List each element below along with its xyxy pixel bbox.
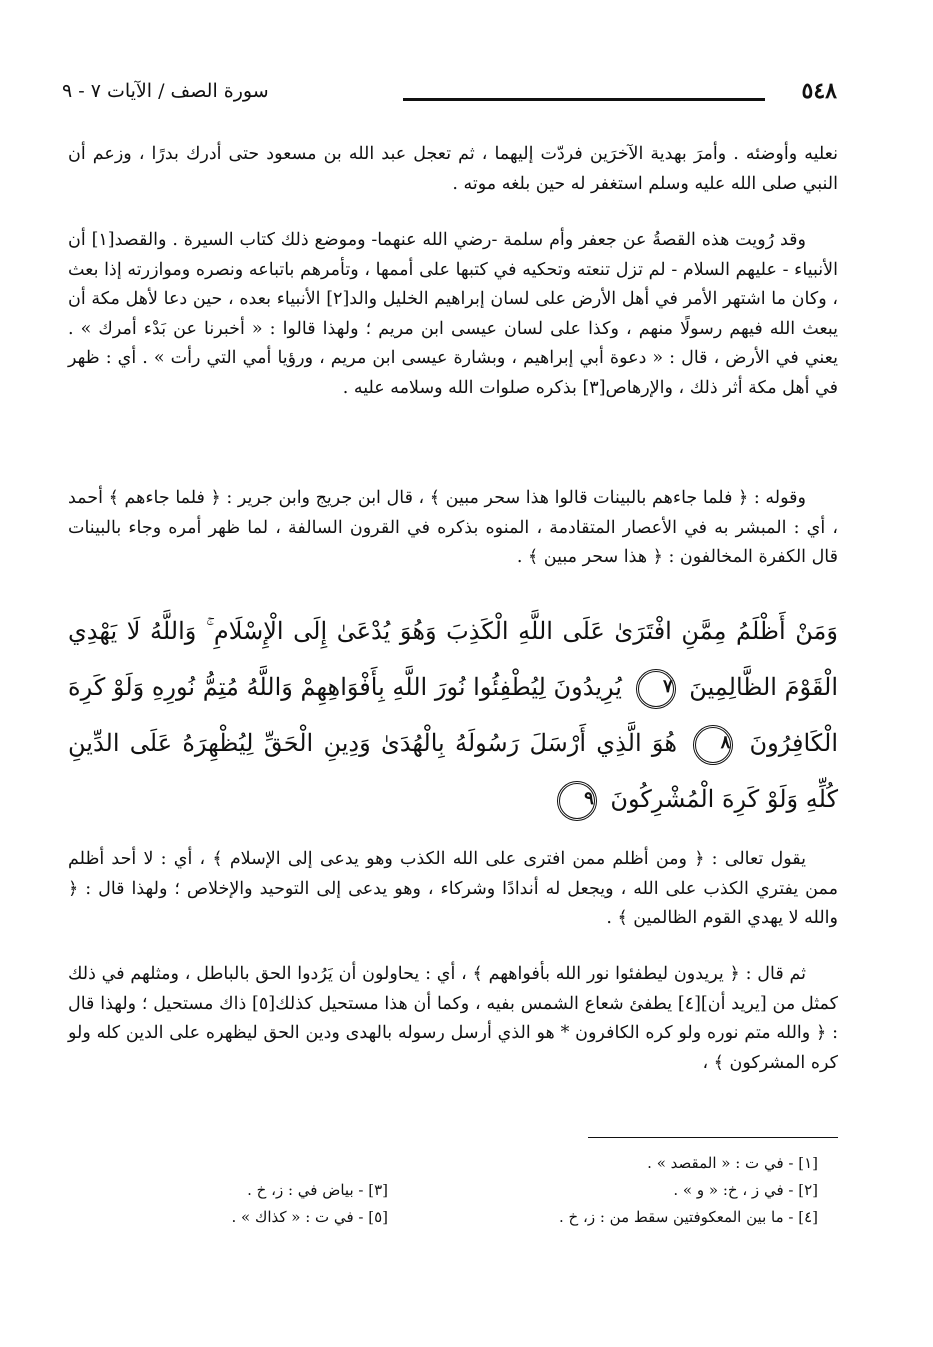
header-rule xyxy=(403,98,765,101)
verse-9-text: هُوَ الَّذِي أَرْسَلَ رَسُولَهُ بِالْهُدَىٰ وَدِينِ الْحَقِّ لِيُظْهِرَهُ عَلَى الدِّينِ كُلِّهِ وَلَوْ كَرِهَ الْمُشْرِكُونَ xyxy=(68,729,838,813)
ayah-marker-7: ٧ xyxy=(636,669,676,709)
page-header xyxy=(62,74,837,114)
footnote-row xyxy=(68,1204,818,1231)
footnote-row xyxy=(68,1150,818,1177)
page-number: ٥٤٨ xyxy=(801,78,837,104)
paragraph-4: يقول تعالى : ﴿ ومن أظلم ممن افترى على الله الكذب وهو يدعى إلى الإسلام ﴾ ، أي : لا أحد أظلم ممن يفتري الكذب على الله ، ويجعل له أندادًا وشركاء ، وهو يدعى إلى التوحيد والإخلاص ؛ ولهذا قال : ﴿ والله لا يهدي القوم الظالمين ﴾ . xyxy=(68,849,838,928)
verse-8-text: يُرِيدُونَ لِيُطْفِئُوا نُورَ اللَّهِ بِأَفْوَاهِهِمْ وَاللَّهُ مُتِمُّ نُورِهِ وَلَوْ كَرِهَ الْكَافِرُونَ xyxy=(68,673,838,757)
verse-7-text: وَمَنْ أَظْلَمُ مِمَّنِ افْتَرَىٰ عَلَى اللَّهِ الْكَذِبَ وَهُوَ يُدْعَىٰ إِلَى الْإِسْلَامِ ۚ وَاللَّهُ لَا يَهْدِي الْقَوْمَ الظَّالِمِينَ xyxy=(68,617,839,701)
footnote-3: [٣] - بياض في : ز، خ . xyxy=(247,1181,388,1199)
footnote-1: [١] - في ت : « المقصد » . xyxy=(647,1154,818,1172)
ayah-marker-8: ٨ xyxy=(693,725,733,765)
footnote-5: [٥] - في ت : « كذاك » . xyxy=(231,1208,388,1226)
footnote-row xyxy=(68,1177,818,1204)
footnote-rule xyxy=(588,1137,838,1138)
footnote-2: [٢] - في ز ، خ: « و » . xyxy=(673,1181,818,1199)
paragraph-1: نعليه وأوضئه . وأمرَ بهدية الآخرَين فردّت إليهما ، ثم تعجل عبد الله بن مسعود حتى أدرك بدرًا ، وزعم أن النبي صلى الله عليه وسلم استغفر له حين بلغه موته . xyxy=(68,144,838,194)
footnote-4: [٤] - ما بين المعكوفتين سقط من : ز، خ . xyxy=(558,1208,818,1226)
footnotes xyxy=(68,1150,818,1231)
quran-verses xyxy=(68,603,838,827)
paragraph-2: وقد رُويت هذه القصةُ عن جعفر وأم سلمة -رضي الله عنهما- وموضع ذلك كتاب السيرة . والقصد[١] أن الأنبياء - عليهم السلام - لم تزل تنعته وتحكيه في كتبها على أممها ، وتأمرهم باتباعه ونصره وموازرته إذا بعث ، وكان ما اشتهر الأمر في أهل الأرض على لسان إبراهيم الخليل والد[٢] الأنبياء بعده ، حين دعا لأهل مكة أن يبعث الله فيهم رسولًا منهم ، وكذا على لسان عيسى ابن مريم ؛ ولهذا قالوا : « أخبرنا عن بَدْء أمرك » . يعني في الأرض ، قال : « دعوة أبي إبراهيم ، وبشارة عيسى ابن مريم ، ورؤيا أمي التي رأت » . أي : ظهر في أهل مكة أثر ذلك ، والإرهاص[٣] بذكره صلوات الله وسلامه عليه . xyxy=(68,230,838,398)
running-head: سورة الصف / الآيات ٧ - ٩ xyxy=(62,80,269,102)
ayah-marker-9: ٩ xyxy=(557,781,597,821)
paragraph-3: وقوله : ﴿ فلما جاءهم بالبينات قالوا هذا سحر مبين ﴾ ، قال ابن جريج وابن جرير : ﴿ فلما جاءهم ﴾ أحمد ، أي : المبشر به في الأعصار المتقادمة ، المنوه بذكره في القرون السالفة ، لما ظهر أمره وجاء بالبينات قال الكفرة المخالفون : ﴿ هذا سحر مبين ﴾ . xyxy=(68,488,838,567)
paragraph-5: ثم قال : ﴿ يريدون ليطفئوا نور الله بأفواههم ﴾ ، أي : يحاولون أن يَرُدوا الحق بالباطل ، ومثلهم في ذلك كمثل من [يريد أن][٤] يطفئ شعاع الشمس بفيه ، وكما أن هذا مستحيل كذلك[٥] ذاك مستحيل ؛ ولهذا قال : ﴿ والله متم نوره ولو كره الكافرون * هو الذي أرسل رسوله بالهدى ودين الحق ليظهره على الدين كله ولو كره المشركون ﴾ ، xyxy=(68,964,838,1073)
